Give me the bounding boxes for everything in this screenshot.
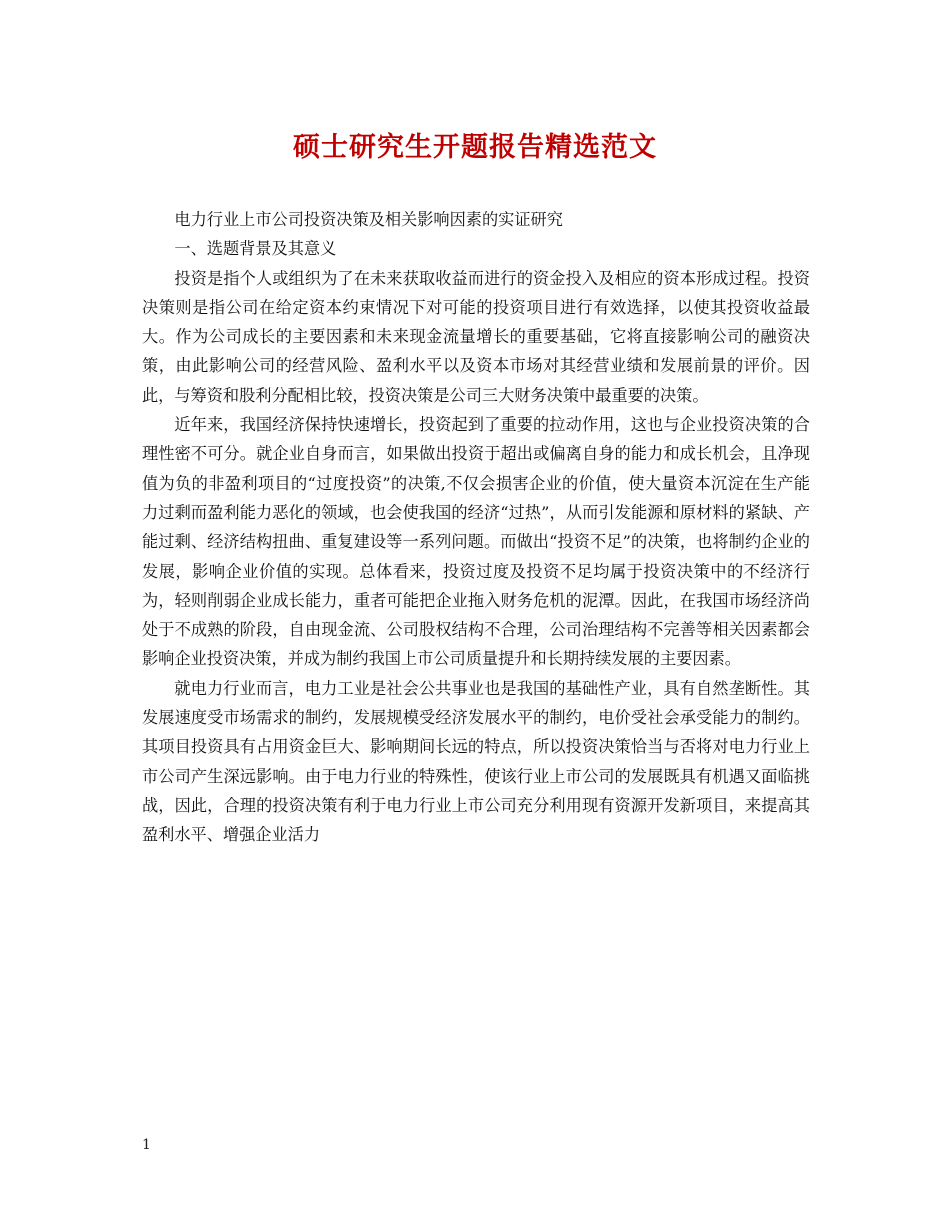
- paragraph: 近年来，我国经济保持快速增长，投资起到了重要的拉动作用，这也与企业投资决策的合理性密不可分。就企业自身而言，如果做出投资于超出或偏离自身的能力和成长机会，且净现值为负的非盈利项目的“过度投资”的决策,不仅会损害企业的价值，使大量资本沉淀在生产能力过剩而盈利能力恶化的领域，也会使我国的经济“过热”，从而引发能源和原材料的紧缺、产能过剩、经济结构扭曲、重复建设等一系列问题。而做出“投资不足”的决策，也将制约企业的发展，影响企业价值的实现。总体看来，投资过度及投资不足均属于投资决策中的不经济行为，轻则削弱企业成长能力，重者可能把企业拖入财务危机的泥潭。因此，在我国市场经济尚处于不成熟的阶段，自由现金流、公司股权结构不合理，公司治理结构不完善等相关因素都会影响企业投资决策，并成为制约我国上市公司质量提升和长期持续发展的主要因素。: [142, 415, 810, 669]
- paragraph: 就电力行业而言，电力工业是社会公共事业也是我国的基础性产业，具有自然垄断性。其发展速度受市场需求的制约，发展规模受经济发展水平的制约，电价受社会承受能力的制约。其项目投资具有占用资金巨大、影响期间长远的特点，所以投资决策恰当与否将对电力行业上市公司产生深远影响。由于电力行业的特殊性，使该行业上市公司的发展既具有机遇又面临挑战，因此，合理的投资决策有利于电力行业上市公司充分利用现有资源开发新项目，来提高其盈利水平、增强企业活力: [142, 678, 810, 845]
- research-topic: 电力行业上市公司投资决策及相关影响因素的实证研究: [174, 210, 563, 229]
- section-heading: 一、选题背景及其意义: [174, 239, 337, 259]
- document-body: [142, 205, 810, 850]
- page-number: 1: [142, 1137, 151, 1153]
- paragraph: 投资是指个人或组织为了在未来获取收益而进行的资金投入及相应的资本形成过程。投资决策则是指公司在给定资本约束情况下对可能的投资项目进行有效选择，以使其投资收益最大。作为公司成长的主要因素和未来现金流量增长的重要基础，它将直接影响公司的融资决策，由此影响公司的经营风险、盈利水平以及资本市场对其经营业绩和发展前景的评价。因此，与筹资和股利分配相比较，投资决策是公司三大财务决策中最重要的决策。: [142, 268, 810, 405]
- document-title: 硕士研究生开题报告精选范文: [293, 132, 657, 163]
